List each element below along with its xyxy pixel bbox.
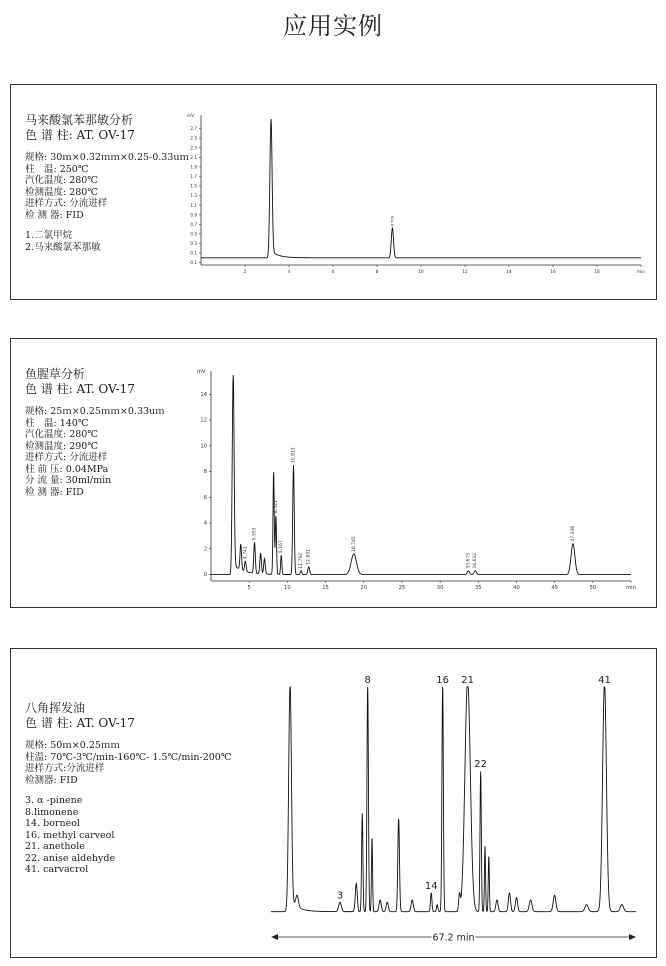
signal-trace: [201, 119, 641, 258]
y-tick-label: 2.3: [190, 145, 197, 151]
time-span-label: 67.2 min: [432, 932, 475, 944]
x-tick-label: 20: [360, 585, 368, 591]
y-tick-label: 2: [203, 546, 207, 553]
y-tick-label: 1.5: [190, 183, 197, 189]
peak-label: 21: [461, 675, 474, 686]
column-spec: 色 谱 柱: AT. OV-17: [25, 382, 135, 396]
analysis-name: 八角挥发油: [25, 701, 86, 715]
x-tick-label: min: [626, 585, 636, 591]
page-title: 应用实例: [283, 12, 383, 40]
x-tick-label: 25: [398, 585, 406, 591]
condition-line: 进样方式: 分流进样: [25, 452, 108, 463]
condition-line: 规格: 25ｍ×0.25ｍｍ×0.33uｍ: [25, 406, 165, 417]
condition-line: 分 流 量: 30ml/min: [25, 475, 112, 486]
peak-legend-item: 2.马来酸氯苯那敏: [25, 241, 101, 253]
y-tick-label: 0: [203, 572, 207, 579]
signal-trace: [271, 687, 636, 912]
y-tick-label: 1.9: [190, 164, 197, 170]
column-spec: 色 谱 柱: AT. OV-17: [25, 128, 135, 142]
condition-line: 检测温度: 280℃: [25, 186, 98, 198]
x-tick-label: 6: [331, 269, 335, 274]
condition-line: 进样方式: 分流进样: [25, 198, 108, 209]
peak-label: 34.632: [473, 552, 479, 569]
chromatogram-panel-houttuynia: [10, 338, 657, 608]
peak-label: 16: [436, 675, 450, 686]
y-tick-label: 1.3: [190, 193, 197, 199]
x-tick-label: min: [637, 269, 645, 274]
x-tick-label: 2: [243, 269, 247, 274]
condition-line: 检测器: FID: [25, 774, 78, 786]
peak-legend-item: 22. anise aldehyde: [25, 852, 116, 864]
y-tick-label: 1.1: [190, 202, 197, 208]
y-tick-label: -0.1: [188, 260, 197, 266]
condition-line: 进样方式:分流进样: [25, 763, 105, 774]
x-tick-label: 4: [287, 269, 291, 274]
condition-line: 检 测 器: FID: [25, 209, 84, 221]
y-tick-label: 0.3: [190, 241, 197, 247]
y-tick-label: 2.7: [190, 126, 197, 132]
chromatogram-panel-star-anise: [10, 648, 657, 958]
condition-line: 汽化温度: 280℃: [25, 175, 98, 186]
peak-label: 9.167: [279, 540, 285, 554]
peak-label: 3: [336, 890, 344, 902]
y-tick-label: 0.7: [190, 221, 197, 227]
chart-plot-area: [197, 369, 636, 591]
y-tick-label: 10: [200, 443, 207, 450]
chart-plot-area: [271, 675, 636, 944]
peak-label: 14: [424, 880, 438, 892]
peak-label: 8: [364, 675, 371, 686]
time-span-arrow-left: [271, 934, 278, 940]
peak-label: 22: [474, 759, 488, 771]
x-tick-label: 15: [322, 585, 329, 591]
peak-legend-item: 8.limonene: [25, 806, 79, 818]
y-tick-label: 0.1: [190, 250, 197, 256]
y-axis-label: mV: [187, 113, 194, 118]
column-spec: 色 谱 柱: AT. OV-17: [25, 716, 135, 730]
peak-label: 33.673: [466, 552, 472, 569]
x-tick-label: 30: [436, 585, 444, 591]
peak-label: 10.813: [291, 447, 297, 464]
x-tick-label: 35: [474, 585, 482, 591]
analysis-name: 马来酸氯苯那敏分析: [25, 113, 134, 127]
chromatogram-chart: [11, 85, 656, 299]
chart-plot-area: [187, 113, 645, 274]
condition-line: 柱 温: 140℃: [25, 417, 89, 429]
condition-line: 规格: 30ｍ×0.32ｍｍ×0.25-0.33uｍ: [25, 152, 190, 163]
x-tick-label: 5: [247, 585, 251, 591]
y-tick-label: 0.9: [190, 212, 197, 218]
peak-label: 41: [598, 675, 611, 686]
y-axis-label: mV: [197, 369, 206, 375]
peak-label: 4.741: [243, 546, 249, 560]
y-tick-label: 8: [203, 469, 207, 476]
x-tick-label: 50: [589, 585, 597, 591]
chromatogram-chart: [11, 649, 656, 957]
x-tick-label: 45: [551, 585, 558, 591]
chromatogram-chart: [11, 339, 656, 607]
peak-label: 5.553: [252, 527, 258, 541]
condition-line: 柱 温: 250℃: [25, 163, 89, 175]
y-tick-label: 14: [200, 391, 207, 398]
y-tick-label: 0.5: [190, 231, 197, 237]
x-tick-label: 12: [462, 269, 468, 274]
x-tick-label: 10: [284, 585, 291, 591]
peak-label: 11.792: [299, 552, 305, 569]
y-tick-label: 12: [200, 417, 207, 424]
analysis-name: 鱼腥草分析: [25, 367, 86, 381]
condition-line: 汽化温度: 280℃: [25, 429, 98, 440]
peak-legend-item: 1.二氯甲烷: [25, 230, 73, 241]
x-tick-label: 14: [506, 269, 512, 274]
y-tick-label: 2.1: [190, 154, 197, 160]
x-tick-label: 10: [418, 269, 424, 274]
peak-legend-item: 21. anethole: [25, 841, 85, 852]
x-tick-label: 16: [550, 269, 556, 274]
peak-legend-item: 41. carvacrol: [25, 864, 89, 875]
x-tick-label: 40: [513, 585, 520, 591]
condition-line: 检 测 器: FID: [25, 486, 84, 498]
peak-label: 8.521: [273, 500, 279, 514]
x-tick-label: 18: [594, 269, 600, 274]
condition-line: 检测温度: 290℃: [25, 440, 98, 452]
peak-label: 8.709: [390, 216, 395, 227]
chromatogram-panel-chlorphenamine: [10, 84, 657, 300]
peak-label: 12.831: [306, 549, 312, 565]
peak-label: 18.745: [351, 536, 357, 552]
x-tick-label: 8: [375, 269, 379, 274]
peak-legend-item: 16. methyl carveol: [25, 829, 115, 841]
condition-line: 柱温: 70℃-3℃/min-160℃- 1.5℃/min-200℃: [25, 751, 232, 763]
y-tick-label: 1.7: [190, 174, 197, 180]
time-span-arrow-right: [629, 934, 636, 940]
condition-line: 柱 前 压: 0.04MPa: [25, 463, 109, 475]
condition-line: 规格: 50ｍ×0.25ｍｍ: [25, 740, 120, 751]
peak-legend-item: 3. α -pinene: [25, 795, 83, 806]
y-tick-label: 4: [203, 520, 207, 527]
y-tick-label: 6: [203, 494, 207, 501]
y-tick-label: 2.5: [190, 135, 197, 141]
peak-label: 47.338: [570, 525, 576, 542]
signal-trace: [211, 375, 631, 575]
peak-legend-item: 14. borneol: [25, 818, 80, 829]
